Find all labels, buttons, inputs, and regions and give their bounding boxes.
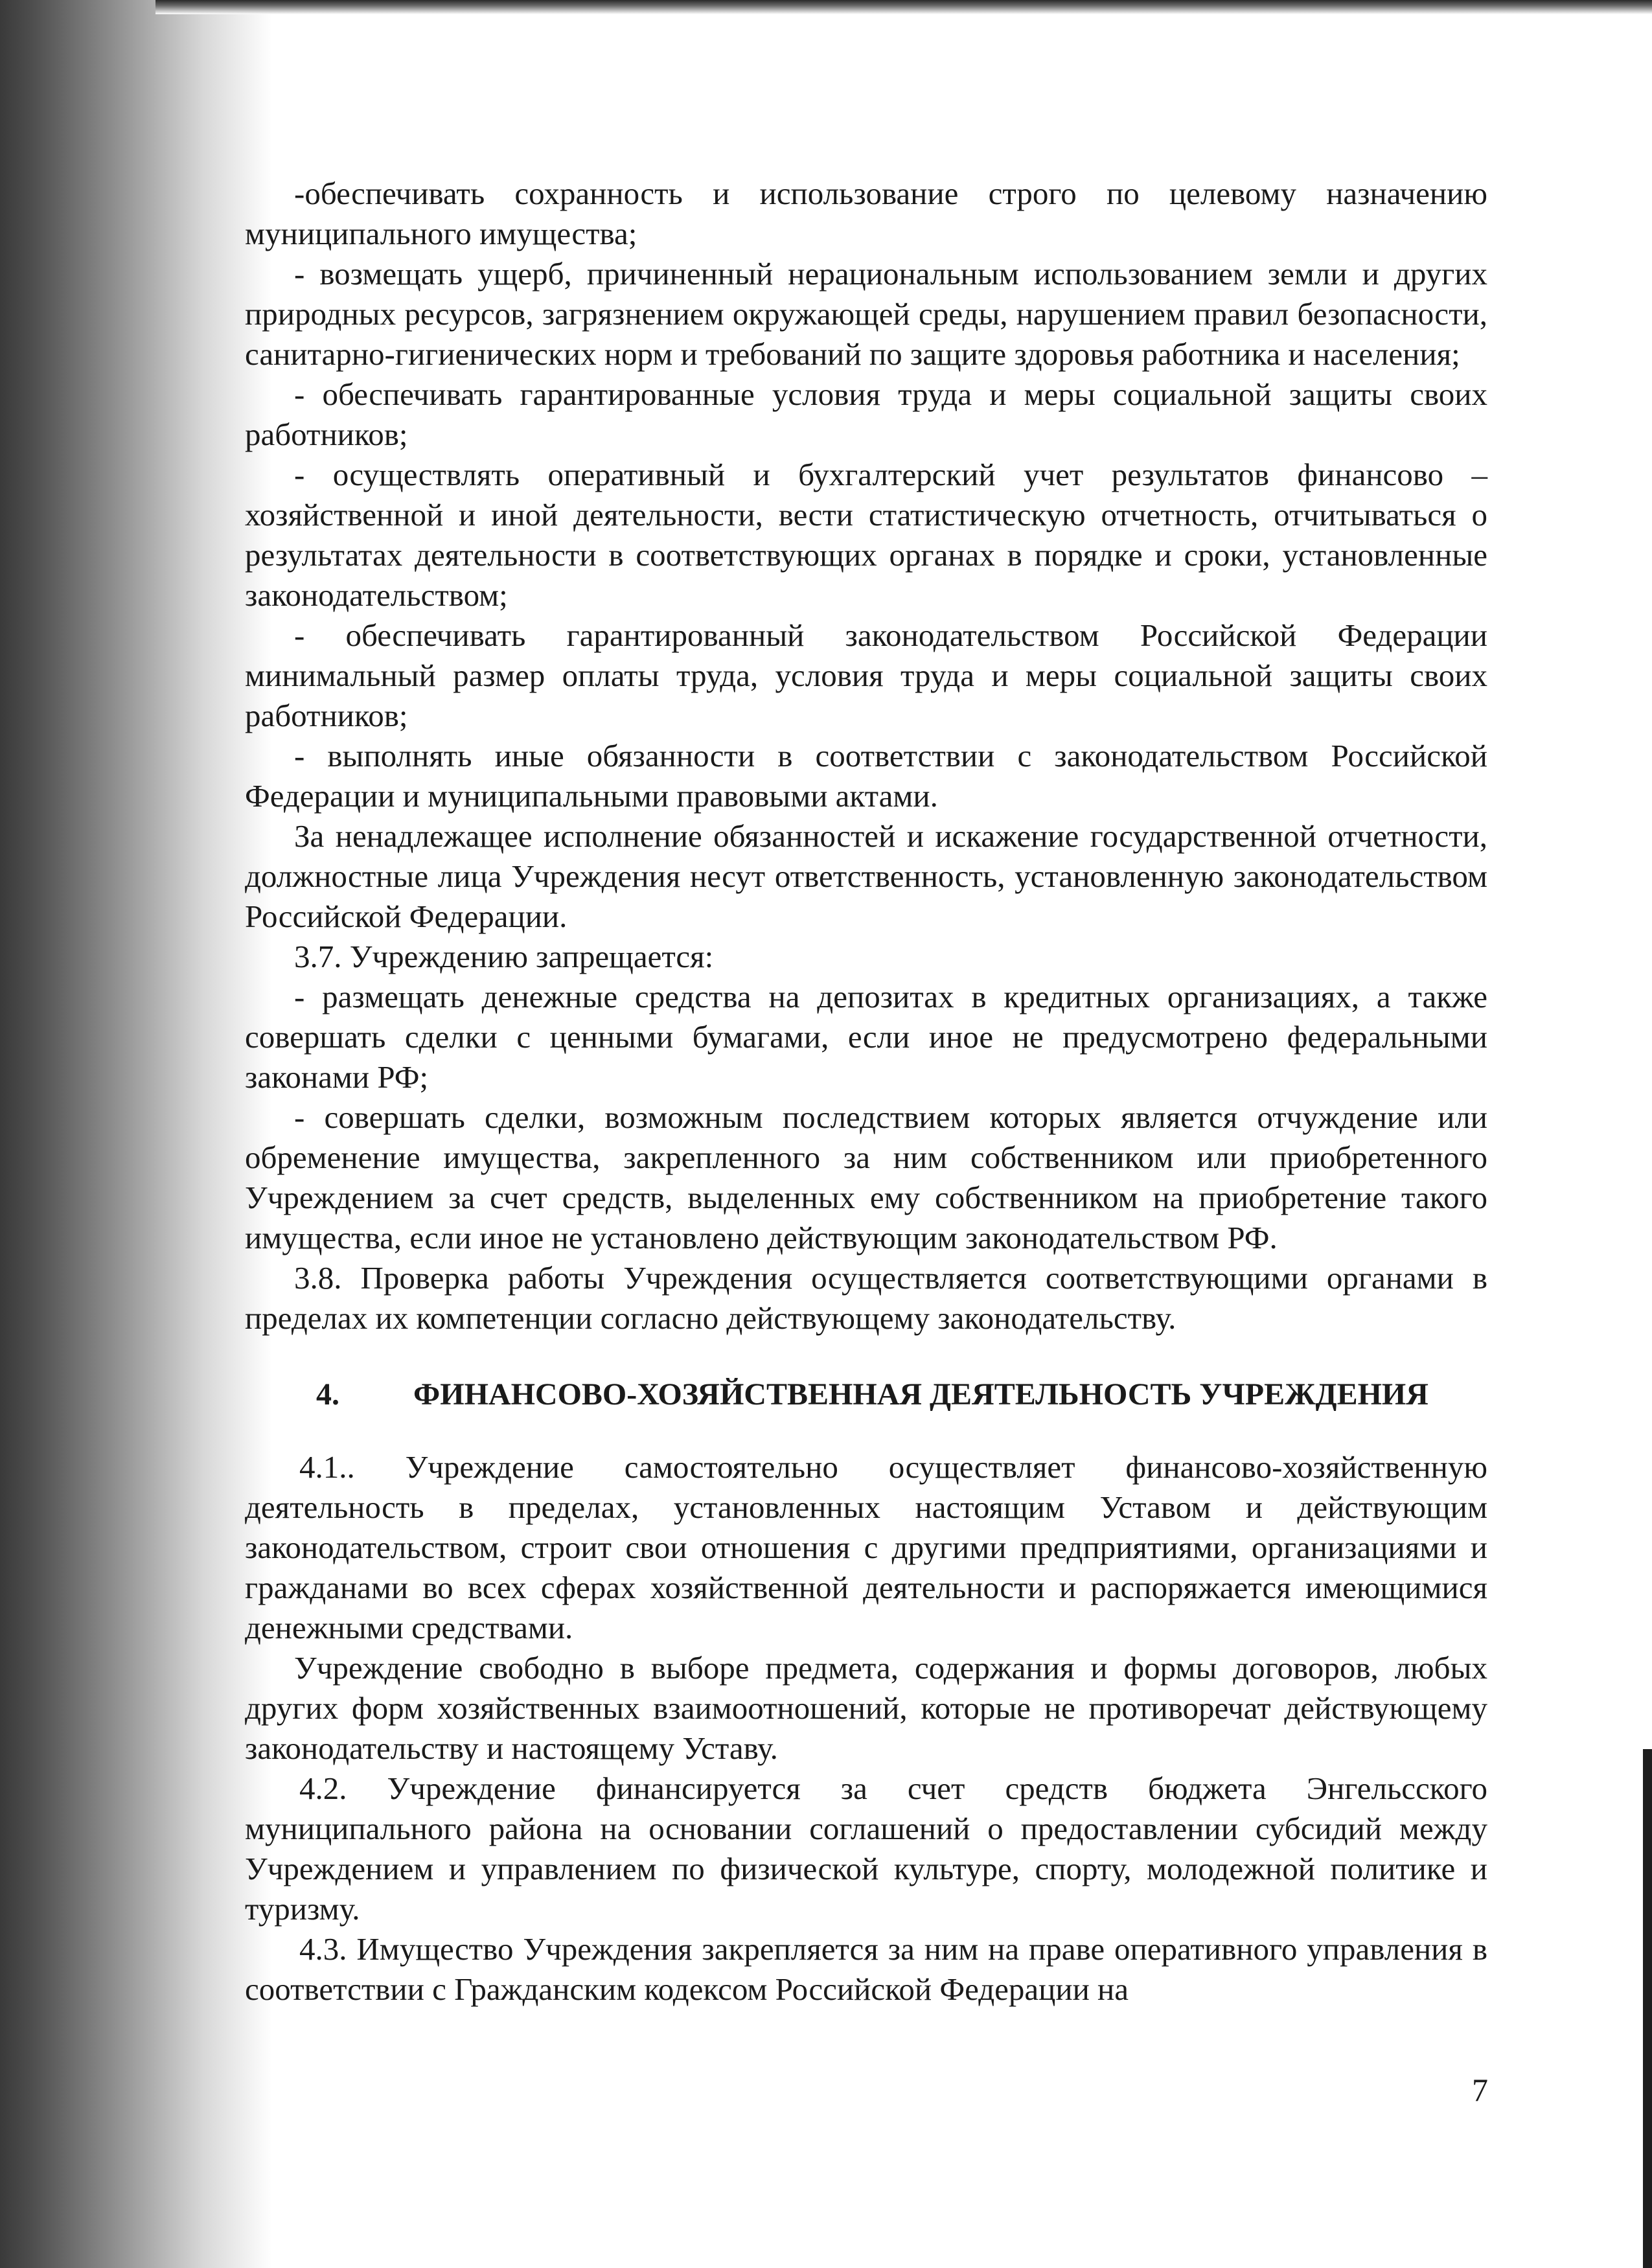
paragraph: 3.8. Проверка работы Учреждения осуществляется соответствующими органами в пределах их компетенции согласно действующему законодательству. bbox=[245, 1260, 1487, 1336]
paragraph: -обеспечивать сохранность и использование строго по целевому назначению муниципального имущества; bbox=[245, 176, 1487, 251]
section-title: ФИНАНСОВО-ХОЗЯЙСТВЕННАЯ ДЕЯТЕЛЬНОСТЬ УЧРЕЖДЕНИЯ bbox=[413, 1377, 1428, 1412]
paragraph: - возмещать ущерб, причиненный нерациональным использованием земли и других природных ресурсов, загрязнением окружающей среды, нарушением правил безопасности, санитарно-гигиенических норм и требований по защите здоровья работника и населения; bbox=[245, 256, 1487, 372]
page-number: 7 bbox=[1472, 2072, 1488, 2108]
paragraph: - совершать сделки, возможным последствием которых является отчуждение или обременение имущества, закрепленного за ним собственником или приобретенного Учреждением за счет средств, выделенных ему собственником на приобретение такого имущества, если иное не установлено действующим законодательством РФ. bbox=[245, 1099, 1487, 1255]
paragraph: За ненадлежащее исполнение обязанностей и искажение государственной отчетности, должностные лица Учреждения несут ответственность, установленную законодательством Российской Федерации. bbox=[245, 818, 1487, 934]
scan-right-edge bbox=[1643, 1749, 1652, 2268]
paragraph: - размещать денежные средства на депозитах в кредитных организациях, а также совершать сделки с ценными бумагами, если иное не предусмотрено федеральными законами РФ; bbox=[245, 979, 1487, 1095]
binding-shadow bbox=[0, 0, 272, 2268]
paragraph: 3.7. Учреждению запрещается: bbox=[294, 939, 714, 974]
paragraph: 4.1.. Учреждение самостоятельно осуществляет финансово-хозяйственную деятельность в пределах, установленных настоящим Уставом и действующим законодательством, строит свои отношения с другими предприятиями, организациями и гражданами во всех сферах хозяйственной деятельности и распоряжается имеющимися денежными средствами. bbox=[245, 1449, 1487, 1645]
section-number: 4. bbox=[316, 1377, 339, 1412]
paragraph: Учреждение свободно в выборе предмета, содержания и формы договоров, любых других форм хозяйственных взаимоотношений, которые не противоречат действующему законодательству и настоящему Уставу. bbox=[245, 1650, 1487, 1766]
paragraph: - обеспечивать гарантированный законодательством Российской Федерации минимальный размер оплаты труда, условия труда и меры социальной защиты своих работников; bbox=[245, 617, 1487, 733]
section-heading bbox=[245, 1375, 1487, 1415]
paragraph: - обеспечивать гарантированные условия труда и меры социальной защиты своих работников; bbox=[245, 376, 1487, 452]
paragraph: 4.2. Учреждение финансируется за счет средств бюджета Энгельсского муниципального района на основании соглашений о предоставлении субсидий между Учреждением и управлением по физической культуре, спорту, молодежной политике и туризму. bbox=[245, 1770, 1487, 1927]
paragraph: 4.3. Имущество Учреждения закрепляется за ним на праве оперативного управления в соответствии с Гражданским кодексом Российской Федерации на bbox=[245, 1931, 1487, 2007]
scan-top-edge bbox=[155, 0, 1652, 14]
document-body bbox=[245, 174, 1487, 2010]
paragraph: - осуществлять оперативный и бухгалтерский учет результатов финансово – хозяйственной и иной деятельности, вести статистическую отчетность, отчитываться о результатах деятельности в соответствующих органах в порядке и сроки, установленные законодательством; bbox=[245, 457, 1487, 613]
paragraph: - выполнять иные обязанности в соответствии с законодательством Российской Федерации и муниципальными правовыми актами. bbox=[245, 738, 1487, 814]
